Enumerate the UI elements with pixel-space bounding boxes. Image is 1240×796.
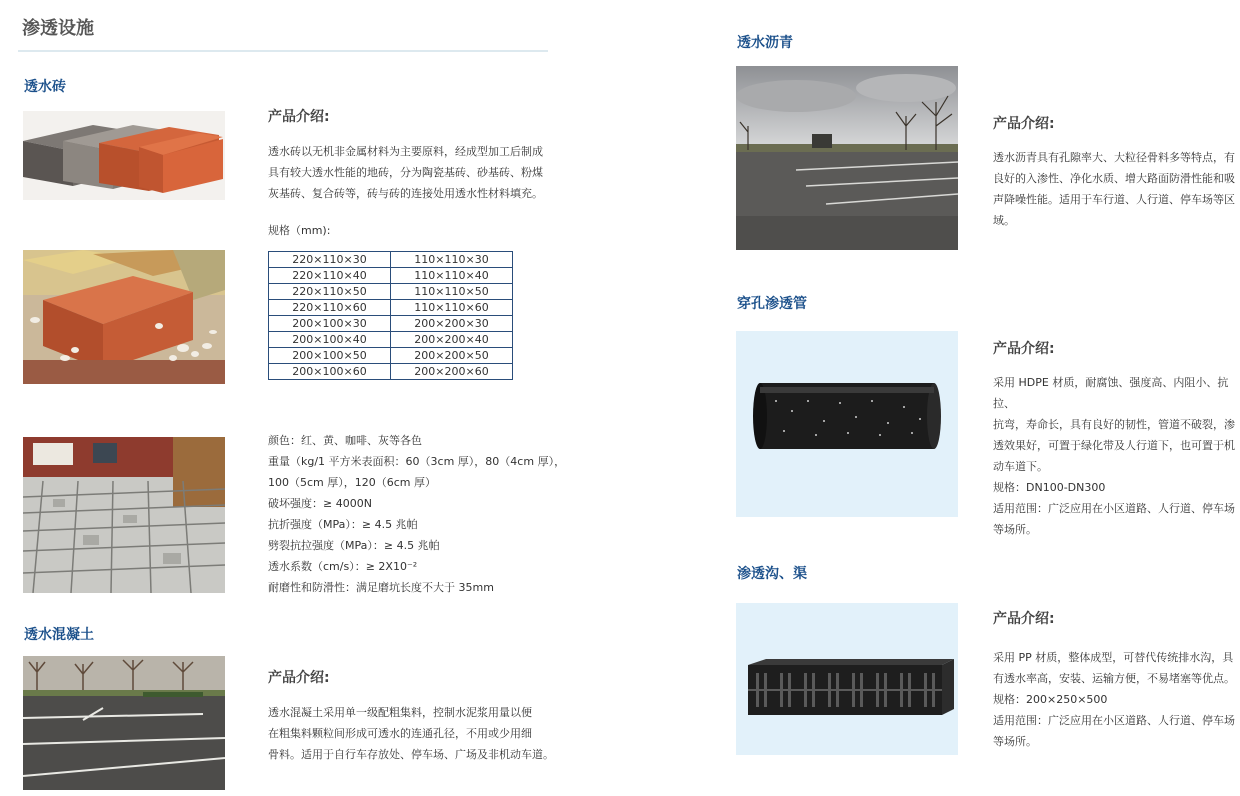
table-cell: 200×200×30 [391, 316, 513, 332]
table-row [269, 364, 513, 380]
trench-intro-line: 规格：200×250×500 [993, 693, 1108, 706]
section-title-asphalt: 透水沥青 [737, 35, 793, 51]
table-row [269, 332, 513, 348]
asphalt-intro-heading: 产品介绍: [993, 116, 1055, 132]
trench-intro-line: 采用 PP 材质，整体成型，可替代传统排水沟，具 [993, 651, 1234, 664]
table-row [269, 252, 513, 268]
brick-properties [268, 430, 565, 598]
pipe-intro-line: 动车道下。 [993, 460, 1048, 473]
table-cell: 110×110×50 [391, 284, 513, 300]
trench-intro-line: 等场所。 [993, 735, 1037, 748]
concrete-photo [23, 656, 225, 790]
table-cell: 200×200×40 [391, 332, 513, 348]
brick-property-line: 重量（kg/1 平方米表面积：60（3cm 厚），80（4cm 厚）， [268, 455, 566, 468]
brick-property-line: 抗折强度（MPa）：≥ 4.5 兆帕 [268, 518, 418, 531]
asphalt-intro-line: 声降噪性能。适用于车行道、人行道、停车场等区域。 [993, 193, 1235, 227]
title-divider [18, 50, 548, 52]
table-cell: 110×110×40 [391, 268, 513, 284]
trench-intro-text [993, 647, 1235, 752]
brick-photo-stack [23, 111, 225, 200]
pipe-intro-text [993, 372, 1240, 540]
asphalt-intro-text [993, 147, 1240, 231]
pipe-intro-line: 适用范围：广泛应用在小区道路、人行道、停车场 [993, 502, 1235, 515]
table-cell: 200×100×30 [269, 316, 391, 332]
section-title-trench: 渗透沟、渠 [737, 566, 807, 582]
concrete-intro-line: 透水混凝土采用单一级配粗集料，控制水泥浆用量以便 [268, 706, 532, 719]
brick-intro-text [268, 141, 543, 204]
trench-intro-line: 有透水率高，安装、运输方便，不易堵塞等优点。 [993, 672, 1235, 685]
table-cell: 220×110×60 [269, 300, 391, 316]
asphalt-photo [736, 66, 958, 250]
asphalt-intro-line: 透水沥青具有孔隙率大、大粒径骨料多等特点，有 [993, 151, 1235, 164]
table-cell: 110×110×60 [391, 300, 513, 316]
table-cell: 200×100×60 [269, 364, 391, 380]
brick-property-line: 破坏强度：≥ 4000N [268, 497, 372, 510]
section-title-brick: 透水砖 [24, 79, 66, 95]
table-row [269, 300, 513, 316]
brick-intro-line: 具有较大透水性能的地砖，分为陶瓷基砖、砂基砖、粉煤 [268, 166, 543, 179]
table-cell: 220×110×40 [269, 268, 391, 284]
trench-intro-line: 适用范围：广泛应用在小区道路、人行道、停车场 [993, 714, 1235, 727]
brick-photo-paving [23, 437, 225, 593]
table-row [269, 348, 513, 364]
asphalt-intro-line: 良好的入渗性、净化水质、增大路面防滑性能和吸 [993, 172, 1235, 185]
table-cell: 200×100×50 [269, 348, 391, 364]
brick-property-line: 劈裂抗拉强度（MPa）：≥ 4.5 兆帕 [268, 539, 440, 552]
section-title-concrete: 透水混凝土 [24, 627, 94, 643]
brick-property-line: 耐磨性和防滑性：满足磨坑长度不大于 35mm [268, 581, 494, 594]
table-cell: 200×200×60 [391, 364, 513, 380]
concrete-intro-line: 骨料。适用于自行车存放处、停车场、广场及非机动车道。 [268, 748, 554, 761]
table-cell: 200×200×50 [391, 348, 513, 364]
brick-property-line: 100（5cm 厚），120（6cm 厚） [268, 476, 437, 489]
table-cell: 220×110×30 [269, 252, 391, 268]
brick-property-line: 透水系数（cm/s）：≥ 2X10⁻² [268, 560, 418, 573]
page-title: 渗透设施 [22, 18, 94, 39]
brick-photo-pebbles [23, 250, 225, 384]
brick-intro-line: 灰基砖、复合砖等，砖与砖的连接处用透水性材料填充。 [268, 187, 543, 200]
pipe-intro-heading: 产品介绍: [993, 341, 1055, 357]
spec-table [268, 251, 513, 380]
pipe-intro-line: 抗弯，寿命长，具有良好的韧性，管道不破裂，渗 [993, 418, 1235, 431]
table-row [269, 284, 513, 300]
brick-intro-heading: 产品介绍: [268, 109, 330, 125]
section-title-pipe: 穿孔渗透管 [737, 296, 807, 312]
table-cell: 110×110×30 [391, 252, 513, 268]
spec-label: 规格（mm): [268, 224, 331, 237]
pipe-photo [736, 331, 958, 517]
concrete-intro-text [268, 702, 554, 765]
pipe-intro-line: 透效果好，可置于绿化带及人行道下，也可置于机 [993, 439, 1235, 452]
trench-photo [736, 603, 958, 755]
brick-intro-line: 透水砖以无机非金属材料为主要原料，经成型加工后制成 [268, 145, 543, 158]
concrete-intro-heading: 产品介绍: [268, 670, 330, 686]
pipe-intro-line: 规格：DN100-DN300 [993, 481, 1106, 494]
pipe-intro-line: 采用 HDPE 材质，耐腐蚀、强度高、内阻小、抗拉、 [993, 376, 1229, 410]
table-row [269, 268, 513, 284]
pipe-intro-line: 等场所。 [993, 523, 1037, 536]
table-row [269, 316, 513, 332]
trench-intro-heading: 产品介绍: [993, 611, 1055, 627]
table-cell: 220×110×50 [269, 284, 391, 300]
brick-property-line: 颜色：红、黄、咖啡、灰等各色 [268, 434, 422, 447]
table-cell: 200×100×40 [269, 332, 391, 348]
concrete-intro-line: 在粗集料颗粒间形成可透水的连通孔径，不用或少用细 [268, 727, 532, 740]
